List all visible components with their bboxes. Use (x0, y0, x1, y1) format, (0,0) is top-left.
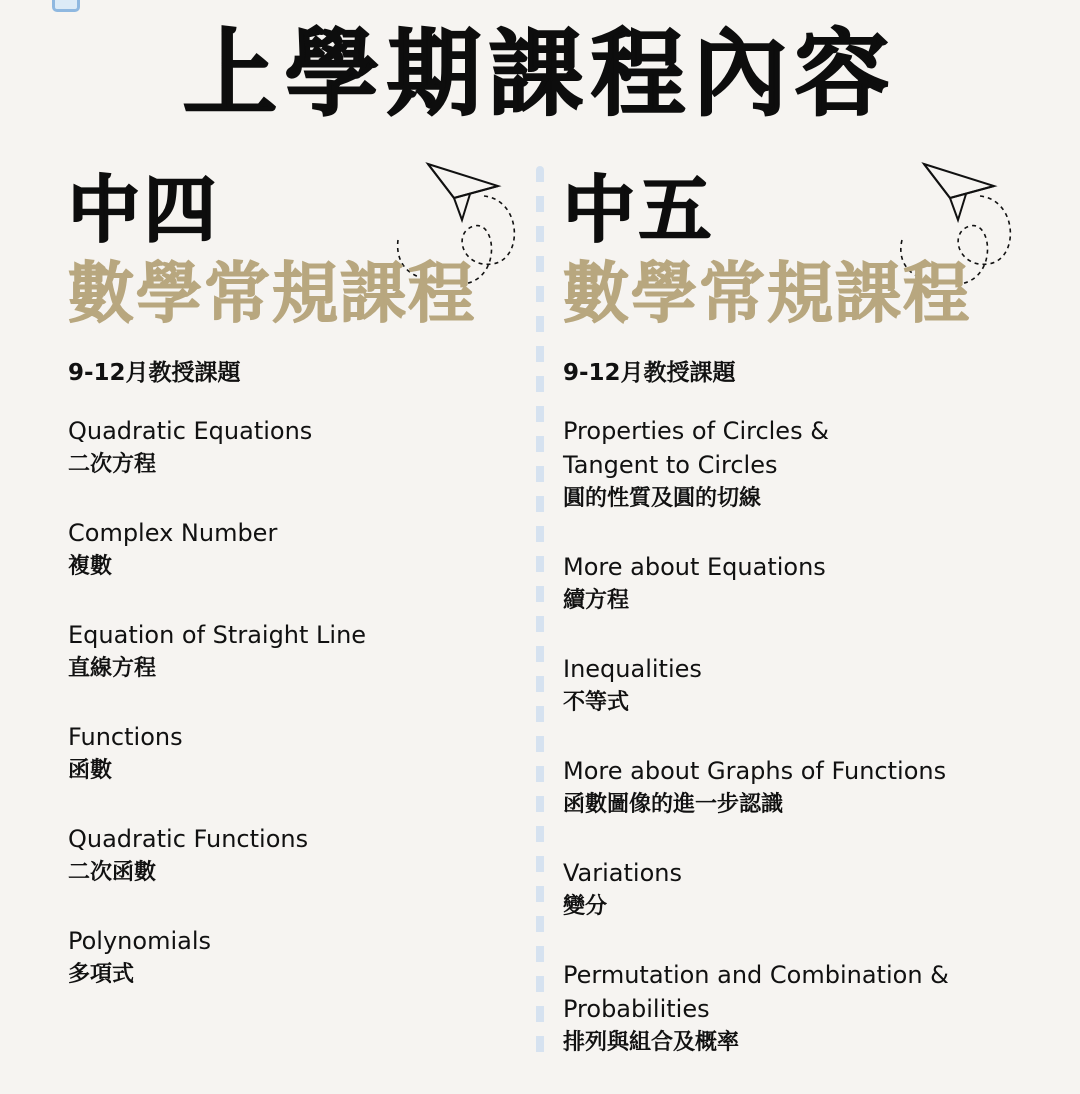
topic-english: Complex Number (68, 519, 278, 547)
topic-english: Polynomials (68, 927, 211, 955)
page-title: 上學期課程內容 (182, 20, 897, 129)
topic-item (68, 822, 528, 890)
topic-item (68, 720, 528, 788)
topic-chinese: 直線方程 (68, 656, 157, 681)
s4-column (68, 170, 528, 1026)
topic-english: Equation of Straight Line (68, 621, 367, 649)
topic-english: More about Graphs of Functions (563, 757, 947, 785)
topic-chinese: 二次方程 (68, 452, 157, 477)
topic-chinese: 圓的性質及圓的切線 (563, 486, 762, 511)
topic-english: Permutation and Combination & Probabilities (563, 961, 949, 1023)
topic-chinese: 二次函數 (68, 860, 157, 885)
course-heading: 數學常規課程 (563, 255, 971, 332)
topic-english: Properties of Circles & Tangent to Circles (563, 417, 829, 479)
topic-chinese: 函數圖像的進一步認識 (563, 792, 784, 817)
topic-chinese: 不等式 (563, 690, 630, 715)
topic-item (563, 414, 1023, 516)
topic-item (563, 550, 1023, 618)
period-label: 9-12月教授課題 (563, 360, 736, 386)
topic-chinese: 多項式 (68, 962, 135, 987)
topic-chinese: 排列與組合及概率 (563, 1030, 740, 1055)
topic-item (68, 414, 528, 482)
grade-title: 中五 (563, 168, 716, 252)
topic-item (68, 516, 528, 584)
topic-item (563, 754, 1023, 822)
corner-logo-fragment (52, 0, 80, 12)
topic-item (563, 652, 1023, 720)
period-label: 9-12月教授課題 (68, 360, 241, 386)
topic-english: Quadratic Functions (68, 825, 309, 853)
topic-item (563, 958, 1023, 1060)
topic-english: Inequalities (563, 655, 702, 683)
topic-item (563, 856, 1023, 924)
topic-english: More about Equations (563, 553, 826, 581)
topic-list (68, 414, 528, 992)
topic-chinese: 複數 (68, 554, 113, 579)
grade-title: 中四 (68, 168, 221, 252)
topic-english: Variations (563, 859, 682, 887)
topic-item (68, 924, 528, 992)
topic-english: Quadratic Equations (68, 417, 313, 445)
column-divider (536, 166, 544, 1066)
topic-chinese: 變分 (563, 894, 608, 919)
topic-chinese: 續方程 (563, 588, 630, 613)
s5-column (563, 170, 1023, 1094)
topic-item (68, 618, 528, 686)
course-heading: 數學常規課程 (68, 255, 476, 332)
topic-chinese: 函數 (68, 758, 113, 783)
topic-english: Functions (68, 723, 183, 751)
topic-list (563, 414, 1023, 1060)
